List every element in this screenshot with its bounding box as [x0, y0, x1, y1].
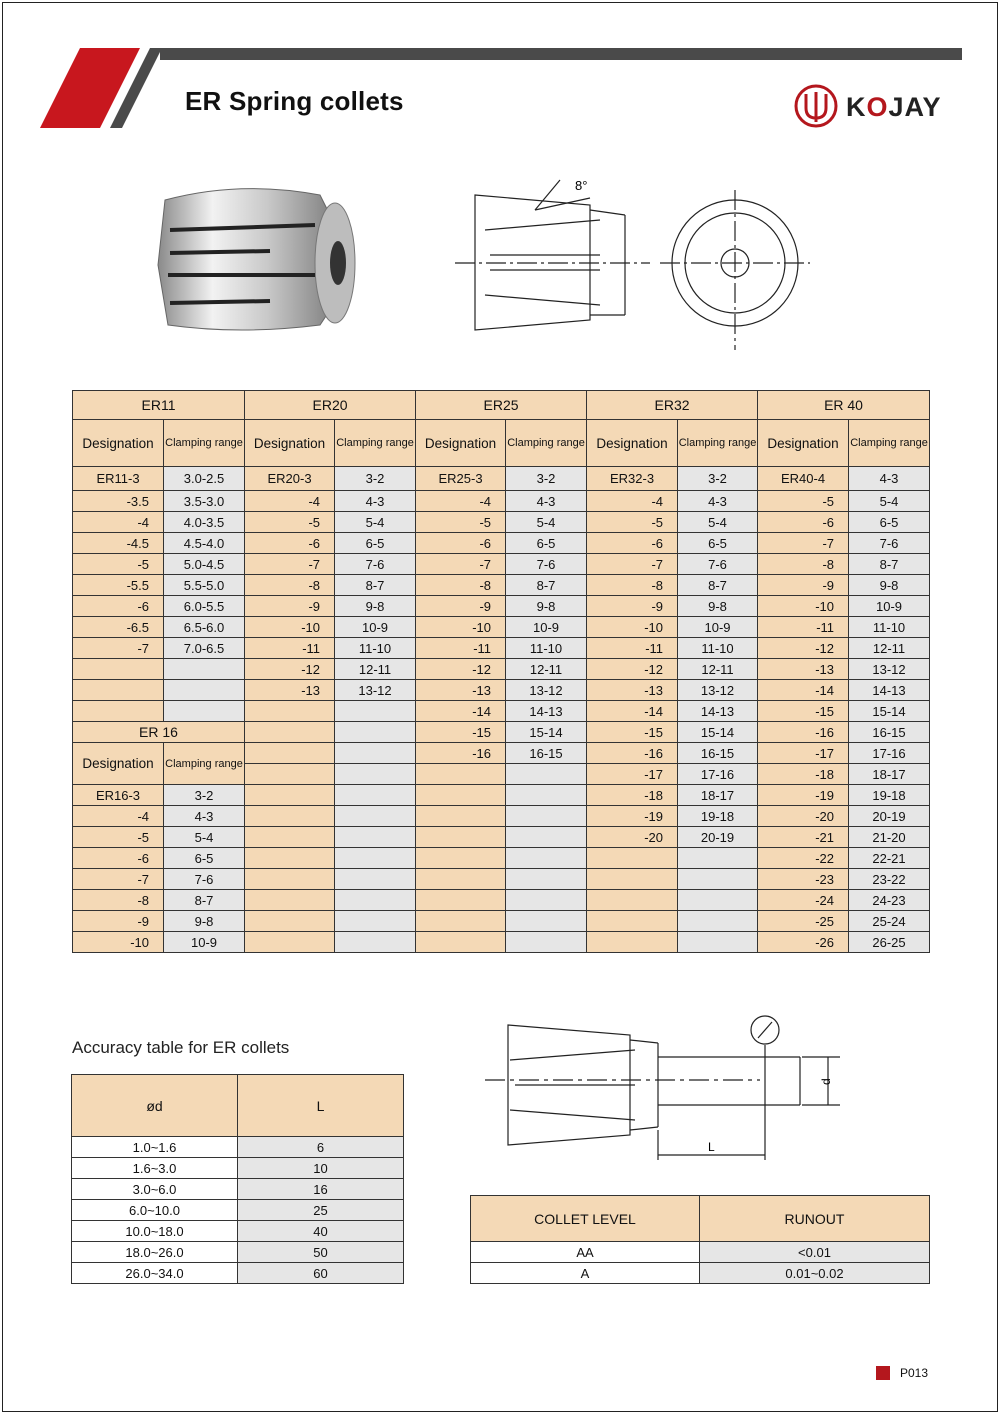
designation-cell: ER40-4 [758, 467, 849, 491]
designation-cell [416, 785, 506, 806]
designation-cell: -5 [245, 512, 335, 533]
designation-cell: -7 [587, 554, 678, 575]
table-row [72, 1179, 404, 1200]
designation-cell: -20 [758, 806, 849, 827]
clamping-cell: 6.0-5.5 [164, 596, 245, 617]
clamping-cell: 20-19 [678, 827, 758, 848]
clamping-cell: 15-14 [678, 722, 758, 743]
designation-cell: -17 [758, 743, 849, 764]
designation-cell: ER20-3 [245, 467, 335, 491]
dim-d-label: d [819, 1078, 833, 1085]
designation-cell: -10 [758, 596, 849, 617]
designation-cell: -13 [758, 659, 849, 680]
designation-cell: -11 [587, 638, 678, 659]
accuracy-col-l: L [238, 1075, 404, 1137]
clamping-cell: 7-6 [678, 554, 758, 575]
clamping-cell: 10-9 [335, 617, 416, 638]
designation-cell: -12 [587, 659, 678, 680]
designation-cell: -10 [587, 617, 678, 638]
clamping-cell [678, 869, 758, 890]
clamping-cell: 13-12 [678, 680, 758, 701]
main-spec-table [72, 390, 930, 953]
clamping-cell [335, 743, 416, 764]
designation-cell [245, 869, 335, 890]
designation-cell: -26 [758, 932, 849, 953]
clamping-cell: 13-12 [335, 680, 416, 701]
group-header: ER32 [587, 391, 758, 420]
designation-cell: -4 [73, 806, 164, 827]
clamping-cell: 12-11 [335, 659, 416, 680]
clamping-cell: 11-10 [506, 638, 587, 659]
designation-cell [73, 701, 164, 722]
designation-cell [416, 890, 506, 911]
clamping-cell: 24-23 [849, 890, 930, 911]
designation-cell: -11 [245, 638, 335, 659]
designation-cell: -8 [587, 575, 678, 596]
clamping-cell [506, 911, 587, 932]
designation-cell [416, 827, 506, 848]
designation-cell: -25 [758, 911, 849, 932]
clamping-cell: 18-17 [678, 785, 758, 806]
brand-name: KOJAY [846, 92, 942, 122]
designation-cell: -19 [758, 785, 849, 806]
clamping-cell: 3-2 [506, 467, 587, 491]
clamping-cell: 11-10 [678, 638, 758, 659]
clamping-cell [335, 890, 416, 911]
clamping-cell: 4-3 [849, 467, 930, 491]
accuracy-d-cell: 3.0~6.0 [72, 1179, 238, 1200]
clamping-cell: 4-3 [335, 491, 416, 512]
accuracy-l-cell: 25 [238, 1200, 404, 1221]
clamping-cell: 4.0-3.5 [164, 512, 245, 533]
clamping-cell [678, 911, 758, 932]
designation-cell: -3.5 [73, 491, 164, 512]
clamping-cell [506, 764, 587, 785]
clamping-cell: 6-5 [506, 533, 587, 554]
dim-l-label: L [708, 1140, 715, 1154]
clamping-cell: 4-3 [678, 491, 758, 512]
designation-cell: -6 [416, 533, 506, 554]
designation-cell [416, 911, 506, 932]
designation-cell: ER16-3 [73, 785, 164, 806]
designation-cell: -21 [758, 827, 849, 848]
clamping-cell: 5.0-4.5 [164, 554, 245, 575]
designation-cell [245, 890, 335, 911]
clamping-cell: 17-16 [849, 743, 930, 764]
designation-cell: -6 [245, 533, 335, 554]
accuracy-d-cell: 18.0~26.0 [72, 1242, 238, 1263]
clamping-cell [335, 827, 416, 848]
clamping-cell [678, 890, 758, 911]
clamping-cell: 3.5-3.0 [164, 491, 245, 512]
col-clamping-range: Clamping range [335, 420, 416, 467]
designation-cell: -18 [587, 785, 678, 806]
designation-cell: -14 [758, 680, 849, 701]
designation-cell [73, 659, 164, 680]
clamping-cell [335, 722, 416, 743]
designation-cell [245, 722, 335, 743]
designation-cell: -6 [758, 512, 849, 533]
designation-cell: -6 [73, 848, 164, 869]
designation-cell: -10 [416, 617, 506, 638]
designation-cell: -5 [758, 491, 849, 512]
designation-cell: -4 [245, 491, 335, 512]
designation-cell: -13 [245, 680, 335, 701]
designation-cell: -18 [758, 764, 849, 785]
designation-cell: -13 [416, 680, 506, 701]
accuracy-l-cell: 50 [238, 1242, 404, 1263]
clamping-cell: 12-11 [678, 659, 758, 680]
table-row [72, 1137, 404, 1158]
designation-cell: -7 [245, 554, 335, 575]
clamping-cell [506, 869, 587, 890]
clamping-cell: 9-8 [164, 911, 245, 932]
clamping-cell: 11-10 [335, 638, 416, 659]
designation-cell: -4 [416, 491, 506, 512]
col-designation: Designation [73, 743, 164, 785]
designation-cell: -5 [73, 554, 164, 575]
clamping-cell: 6-5 [849, 512, 930, 533]
designation-cell: -11 [758, 617, 849, 638]
clamping-cell: 21-20 [849, 827, 930, 848]
designation-cell: -8 [416, 575, 506, 596]
clamping-cell: 26-25 [849, 932, 930, 953]
col-clamping-range: Clamping range [164, 743, 245, 785]
col-clamping-range: Clamping range [849, 420, 930, 467]
clamping-cell [506, 827, 587, 848]
group-header: ER25 [416, 391, 587, 420]
designation-cell: -4.5 [73, 533, 164, 554]
accuracy-d-cell: 1.0~1.6 [72, 1137, 238, 1158]
clamping-cell [335, 806, 416, 827]
clamping-cell [506, 848, 587, 869]
designation-cell: -6 [587, 533, 678, 554]
clamping-cell: 5-4 [164, 827, 245, 848]
clamping-cell: 3.0-2.5 [164, 467, 245, 491]
clamping-cell: 9-8 [506, 596, 587, 617]
designation-cell [245, 848, 335, 869]
page-marker [876, 1366, 890, 1380]
clamping-cell: 22-21 [849, 848, 930, 869]
clamping-cell: 12-11 [849, 638, 930, 659]
runout-diagram [480, 1005, 860, 1165]
designation-cell: -16 [758, 722, 849, 743]
runout-value-cell: <0.01 [700, 1242, 930, 1263]
page-number: P013 [900, 1366, 929, 1380]
col-designation: Designation [587, 420, 678, 467]
clamping-cell: 4-3 [506, 491, 587, 512]
designation-cell: -16 [587, 743, 678, 764]
table-row [72, 1158, 404, 1179]
header-rule [160, 48, 962, 60]
accuracy-table [71, 1074, 404, 1284]
clamping-cell: 14-13 [849, 680, 930, 701]
clamping-cell: 4.5-4.0 [164, 533, 245, 554]
accuracy-l-cell: 16 [238, 1179, 404, 1200]
clamping-cell: 8-7 [678, 575, 758, 596]
clamping-cell: 23-22 [849, 869, 930, 890]
designation-cell [245, 701, 335, 722]
designation-cell: -24 [758, 890, 849, 911]
clamping-cell [164, 659, 245, 680]
designation-cell [587, 911, 678, 932]
designation-cell: -7 [73, 638, 164, 659]
clamping-cell: 16-15 [678, 743, 758, 764]
clamping-cell: 11-10 [849, 617, 930, 638]
clamping-cell: 5.5-5.0 [164, 575, 245, 596]
clamping-cell: 18-17 [849, 764, 930, 785]
designation-cell: -15 [416, 722, 506, 743]
accuracy-d-cell: 1.6~3.0 [72, 1158, 238, 1179]
group-header: ER 16 [73, 722, 245, 743]
clamping-cell: 5-4 [678, 512, 758, 533]
clamping-cell: 8-7 [335, 575, 416, 596]
clamping-cell: 15-14 [506, 722, 587, 743]
angle-label: 8° [575, 178, 588, 193]
clamping-cell [506, 932, 587, 953]
clamping-cell: 7-6 [849, 533, 930, 554]
col-clamping-range: Clamping range [506, 420, 587, 467]
clamping-cell [164, 701, 245, 722]
group-header: ER 40 [758, 391, 930, 420]
clamping-cell: 10-9 [506, 617, 587, 638]
runout-table [470, 1195, 930, 1284]
clamping-cell [335, 785, 416, 806]
clamping-cell: 8-7 [849, 554, 930, 575]
designation-cell [245, 764, 335, 785]
designation-cell: ER11-3 [73, 467, 164, 491]
designation-cell: -9 [416, 596, 506, 617]
designation-cell: -16 [416, 743, 506, 764]
accuracy-d-cell: 26.0~34.0 [72, 1263, 238, 1284]
group-header: ER20 [245, 391, 416, 420]
runout-col-level: COLLET LEVEL [471, 1196, 700, 1242]
designation-cell [587, 848, 678, 869]
table-row [471, 1263, 930, 1284]
clamping-cell [164, 680, 245, 701]
designation-cell: -17 [587, 764, 678, 785]
designation-cell: -10 [73, 932, 164, 953]
clamping-cell [678, 848, 758, 869]
designation-cell: -4 [73, 512, 164, 533]
designation-cell: -9 [245, 596, 335, 617]
designation-cell: -9 [587, 596, 678, 617]
clamping-cell: 19-18 [849, 785, 930, 806]
clamping-cell: 6-5 [164, 848, 245, 869]
clamping-cell: 9-8 [849, 575, 930, 596]
designation-cell: -6 [73, 596, 164, 617]
designation-cell: -5.5 [73, 575, 164, 596]
clamping-cell: 10-9 [164, 932, 245, 953]
clamping-cell: 13-12 [849, 659, 930, 680]
designation-cell: -7 [416, 554, 506, 575]
clamping-cell: 20-19 [849, 806, 930, 827]
clamping-cell [506, 890, 587, 911]
clamping-cell: 7.0-6.5 [164, 638, 245, 659]
clamping-cell: 12-11 [506, 659, 587, 680]
designation-cell [587, 932, 678, 953]
accuracy-l-cell: 6 [238, 1137, 404, 1158]
designation-cell: -14 [587, 701, 678, 722]
clamping-cell: 25-24 [849, 911, 930, 932]
clamping-cell: 10-9 [849, 596, 930, 617]
designation-cell: -12 [758, 638, 849, 659]
designation-cell [416, 932, 506, 953]
col-clamping-range: Clamping range [164, 420, 245, 467]
designation-cell [416, 869, 506, 890]
clamping-cell [506, 806, 587, 827]
clamping-cell: 19-18 [678, 806, 758, 827]
collet-drawing [450, 170, 820, 360]
table-row [72, 1221, 404, 1242]
designation-cell: -12 [245, 659, 335, 680]
clamping-cell [335, 911, 416, 932]
designation-cell: -13 [587, 680, 678, 701]
clamping-cell: 15-14 [849, 701, 930, 722]
designation-cell [587, 869, 678, 890]
accuracy-title: Accuracy table for ER collets [72, 1038, 290, 1057]
designation-cell [245, 911, 335, 932]
designation-cell: -9 [758, 575, 849, 596]
designation-cell: ER25-3 [416, 467, 506, 491]
clamping-cell: 8-7 [506, 575, 587, 596]
accuracy-l-cell: 10 [238, 1158, 404, 1179]
designation-cell [587, 890, 678, 911]
designation-cell: -4 [587, 491, 678, 512]
col-designation: Designation [245, 420, 335, 467]
col-designation: Designation [73, 420, 164, 467]
designation-cell: -7 [758, 533, 849, 554]
runout-value-cell: 0.01~0.02 [700, 1263, 930, 1284]
designation-cell: -5 [73, 827, 164, 848]
col-clamping-range: Clamping range [678, 420, 758, 467]
designation-cell: -11 [416, 638, 506, 659]
accuracy-l-cell: 60 [238, 1263, 404, 1284]
designation-cell: -9 [73, 911, 164, 932]
designation-cell: -23 [758, 869, 849, 890]
designation-cell: -5 [587, 512, 678, 533]
designation-cell [416, 764, 506, 785]
runout-col-runout: RUNOUT [700, 1196, 930, 1242]
clamping-cell: 17-16 [678, 764, 758, 785]
clamping-cell: 6.5-6.0 [164, 617, 245, 638]
designation-cell [245, 806, 335, 827]
clamping-cell [335, 932, 416, 953]
designation-cell: -8 [245, 575, 335, 596]
clamping-cell: 7-6 [335, 554, 416, 575]
clamping-cell [335, 701, 416, 722]
accuracy-d-cell: 6.0~10.0 [72, 1200, 238, 1221]
clamping-cell: 8-7 [164, 890, 245, 911]
clamping-cell: 9-8 [335, 596, 416, 617]
clamping-cell: 9-8 [678, 596, 758, 617]
accuracy-col-d: ød [72, 1075, 238, 1137]
clamping-cell [335, 764, 416, 785]
designation-cell: ER32-3 [587, 467, 678, 491]
clamping-cell: 4-3 [164, 806, 245, 827]
clamping-cell: 14-13 [506, 701, 587, 722]
designation-cell: -5 [416, 512, 506, 533]
designation-cell [73, 680, 164, 701]
col-designation: Designation [416, 420, 506, 467]
designation-cell [245, 932, 335, 953]
clamping-cell: 3-2 [678, 467, 758, 491]
table-row [72, 1200, 404, 1221]
clamping-cell: 5-4 [335, 512, 416, 533]
page-title: ER Spring collets [185, 86, 404, 116]
clamping-cell [335, 869, 416, 890]
clamping-cell: 3-2 [335, 467, 416, 491]
designation-cell: -20 [587, 827, 678, 848]
clamping-cell: 3-2 [164, 785, 245, 806]
table-row [72, 1263, 404, 1284]
designation-cell: -7 [73, 869, 164, 890]
designation-cell [245, 743, 335, 764]
designation-cell: -8 [73, 890, 164, 911]
accuracy-d-cell: 10.0~18.0 [72, 1221, 238, 1242]
designation-cell: -8 [758, 554, 849, 575]
clamping-cell: 13-12 [506, 680, 587, 701]
designation-cell: -14 [416, 701, 506, 722]
designation-cell [416, 806, 506, 827]
designation-cell [245, 827, 335, 848]
designation-cell: -6.5 [73, 617, 164, 638]
clamping-cell: 7-6 [506, 554, 587, 575]
clamping-cell [506, 785, 587, 806]
table-row [471, 1242, 930, 1263]
clamping-cell: 7-6 [164, 869, 245, 890]
group-header: ER11 [73, 391, 245, 420]
runout-level-cell: AA [471, 1242, 700, 1263]
table-row [72, 1242, 404, 1263]
clamping-cell [335, 848, 416, 869]
designation-cell: -19 [587, 806, 678, 827]
clamping-cell: 6-5 [678, 533, 758, 554]
kojay-logo-icon [796, 86, 836, 126]
clamping-cell: 16-15 [849, 722, 930, 743]
designation-cell [416, 848, 506, 869]
designation-cell: -15 [758, 701, 849, 722]
clamping-cell: 14-13 [678, 701, 758, 722]
designation-cell: -10 [245, 617, 335, 638]
col-designation: Designation [758, 420, 849, 467]
accuracy-l-cell: 40 [238, 1221, 404, 1242]
clamping-cell [678, 932, 758, 953]
designation-cell: -12 [416, 659, 506, 680]
clamping-cell: 6-5 [335, 533, 416, 554]
designation-cell [245, 785, 335, 806]
designation-cell: -15 [587, 722, 678, 743]
clamping-cell: 16-15 [506, 743, 587, 764]
clamping-cell: 5-4 [506, 512, 587, 533]
designation-cell: -22 [758, 848, 849, 869]
collet-photo [150, 175, 360, 345]
clamping-cell: 10-9 [678, 617, 758, 638]
clamping-cell: 5-4 [849, 491, 930, 512]
runout-level-cell: A [471, 1263, 700, 1284]
